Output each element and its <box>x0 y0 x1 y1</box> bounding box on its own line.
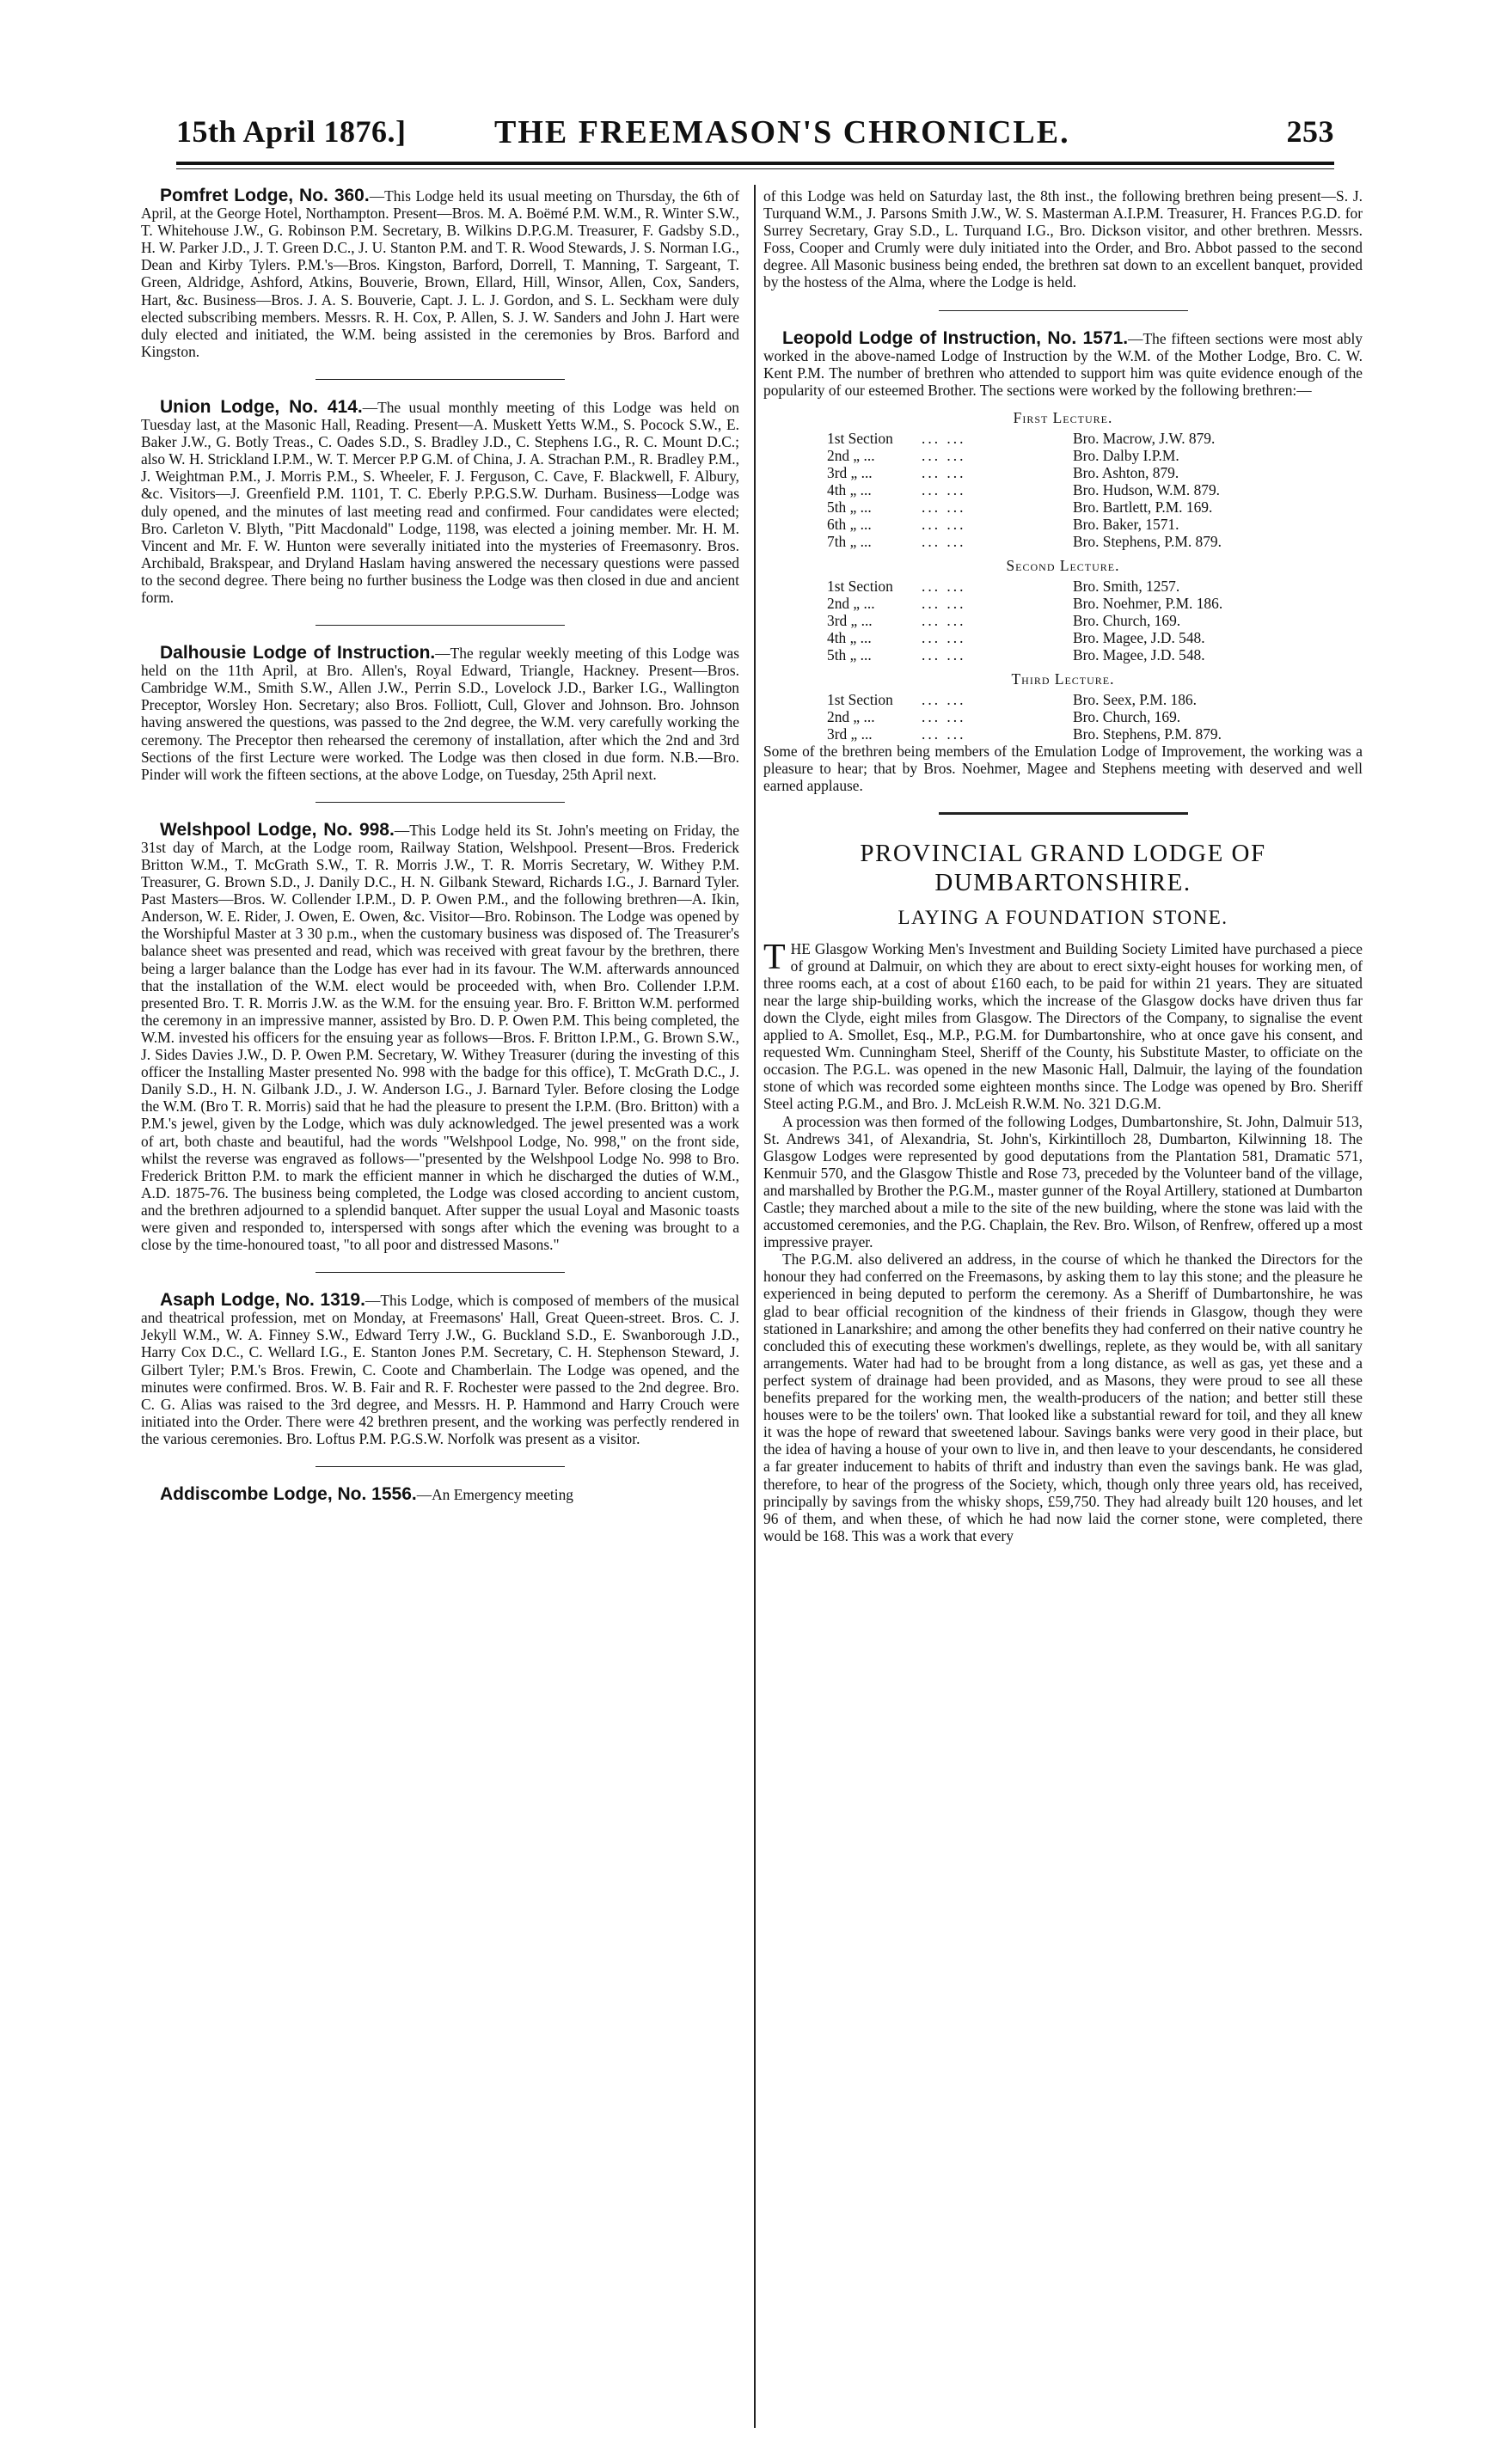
lecture-row <box>763 708 1363 725</box>
article-heading: Welshpool Lodge, No. 998. <box>160 819 395 840</box>
article-heading: Addiscombe Lodge, No. 1556. <box>160 1484 417 1504</box>
lecture-row <box>763 516 1363 533</box>
right-column <box>763 187 1363 1544</box>
brother-name: Bro. Noehmer, P.M. 186. <box>1073 595 1223 613</box>
section-divider <box>315 802 565 803</box>
section-label: 6th „ ... <box>827 516 872 534</box>
section-label: 1st Section <box>827 430 893 448</box>
article-heading: Leopold Lodge of Instruction, No. 1571. <box>782 327 1129 348</box>
leader-dots: ... ... <box>922 498 966 517</box>
article-body: —The fifteen sections were most ably worked in the above-named Lodge of Instruction by the W.M. of the Mother Lodge, Bro. C. W. Kent P.M. The number of brethren who attended to support him was quite evidence enough of the popularity of our esteemed Brother. The sections were worked by the following brethren:— <box>763 329 1363 399</box>
lecture-group <box>763 670 1363 743</box>
article-pomfret <box>141 187 739 360</box>
article-leopold <box>763 327 1363 399</box>
page-number: 253 <box>1286 114 1334 149</box>
brother-name: Bro. Magee, J.D. 548. <box>1073 629 1205 647</box>
lecture-row <box>763 629 1363 646</box>
section-label: 7th „ ... <box>827 533 872 551</box>
leader-dots: ... ... <box>922 533 966 551</box>
provincial-paragraph: The P.G.M. also delivered an address, in the course of which he thanked the Directors for the honour they had conferred on the Freemasons, by asking them to lay this stone; and the pleasure he experienced in being deputed to perform the ceremony. As a Sheriff of Dumbartonshire, he was glad to bear official recognition of the kindness of their friends in Glasgow, though they were stationed in Lanarkshire; and among the other benefits they had conferred on their native country he concluded this of executing these workmen's dwellings, replete, as they would be, with all sanitary arrangements. Water had had to be brought from a long distance, as well as gas, yet these and a perfect system of drainage had been provided, and as Masons, they were proud to see all these benefits prepared for the working men, the wealth-producers of the nation; and better still these houses were to be the toilers' own. That looked like a substantial reward for toil, and they all knew it was the hope of reward that sweetened labour. Savings banks were very good in their place, but the idea of having a house of your own to live in, and then leave to your descendants, he considered a far greater inducement to habits of thrift and industry than even the savings bank. He was glad, therefore, to hear of the progress of the Society, which, though only three years old, has received, principally by savings from the whisky shops, £59,750. They had already built 120 houses, and let 96 of them, and when these, of which he had now laid the corner stone, were completed, there would be 168. This was a work that every <box>763 1250 1363 1544</box>
brother-name: Bro. Church, 169. <box>1073 708 1181 726</box>
lecture-row <box>763 498 1363 516</box>
section-divider <box>315 379 565 380</box>
brother-name: Bro. Seex, P.M. 186. <box>1073 691 1197 709</box>
provincial-paragraph: A procession was then formed of the following Lodges, Dumbartonshire, St. John, Dalmuir 513, St. Andrews 341, of Alexandria, St. John's, Kirkintilloch 28, Dumbarton, Kilwinning 18. The Glasgow Lodges were represented by good deputations from the Plantation 581, Dramatic 571, Kenmuir 570, and the Glasgow Thistle and Rose 73, preceded by the Volunteer band of the village, and marshalled by Brother the P.G.M., master gunner of the Royal Artillery, stationed at Dumbarton Castle; they marched about a mile to the site of the new building, where the stone was laid with the accustomed ceremonies, and the P.G. Chaplain, the Rev. Bro. Wilson, of Renfrew, offered up a most impressive prayer. <box>763 1112 1363 1251</box>
leader-dots: ... ... <box>922 725 966 743</box>
lecture-group <box>763 409 1363 550</box>
brother-name: Bro. Stephens, P.M. 879. <box>1073 533 1222 551</box>
provincial-subtitle: LAYING A FOUNDATION STONE. <box>897 906 1228 928</box>
article-dalhousie <box>141 645 739 783</box>
article-body: —This Lodge held its usual meeting on Thursday, the 6th of April, at the George Hotel, Northampton. Present—Bros. M. A. Boëmé P.M. W.M., R. Winter S.W., T. Whitehouse J.W., G. Robinson P.M. Secretary, B. Wilkins D.P.G.M. Treasurer, F. Gadsby S.D., H. W. Parker J.D., J. T. Green D.C., J. U. Stanton P.M. and T. R. Wood Stewards, J. S. Norman I.G., Dean and Kirby Tylers. P.M.'s—Bros. Kingston, Barford, Dorrell, T. Manning, T. Sargeant, T. Green, Aldridge, Ashford, Atkins, Bouverie, Brown, Ellard, Hill, Winsor, Allen, Cox, Sanders, Hart, &c. Business—Bros. J. A. S. Bouverie, Capt. J. L. J. Gordon, and S. L. Seckham were duly elected subscribing members. Messrs. R. H. Cox, P. Allen, S. J. W. Sanders and John J. Hart were duly elected and initiated, the W.M. being assisted in the ceremonies by Bros. Barford and Kingston. <box>141 187 740 360</box>
lecture-row <box>763 447 1363 464</box>
section-divider <box>315 625 565 626</box>
lecture-title: First Lecture. <box>1013 408 1113 426</box>
lecture-table <box>763 409 1363 743</box>
section-label: 1st Section <box>827 578 893 596</box>
brother-name: Bro. Macrow, J.W. 879. <box>1073 430 1216 448</box>
brother-name: Bro. Baker, 1571. <box>1073 516 1179 534</box>
leader-dots: ... ... <box>922 464 966 482</box>
lecture-row <box>763 725 1363 743</box>
leader-dots: ... ... <box>922 516 966 534</box>
page-header <box>176 113 1334 165</box>
lecture-title: Third Lecture. <box>1011 670 1115 688</box>
leader-dots: ... ... <box>922 481 966 499</box>
article-heading: Asaph Lodge, No. 1319. <box>160 1290 365 1311</box>
lecture-group <box>763 557 1363 663</box>
brother-name: Bro. Ashton, 879. <box>1073 464 1179 482</box>
leader-dots: ... ... <box>922 430 966 448</box>
brother-name: Bro. Stephens, P.M. 879. <box>1073 725 1222 743</box>
leader-dots: ... ... <box>922 708 966 726</box>
lecture-row <box>763 481 1363 498</box>
section-label: 4th „ ... <box>827 629 872 647</box>
lecture-row <box>763 464 1363 481</box>
article-body: —The usual monthly meeting of this Lodge was held on Tuesday last, at the Masonic Hall, Reading. Present—A. Muskett Yetts W.M., S. Pocock S.W., E. Baker J.W., G. Botly Treas., C. Oades S.D., S. Bradley J.D., C. Stephens I.G., R. C. Mount D.C.; also W. H. Strickland I.P.M., W. T. Mercer P.P G.M. of China, J. A. Strachan P.M., R. Bradley P.M., J. Weightman P.M., J. Morris P.M., S. Wheeler, F. J. Ferguson, C. Cave, F. Blackwell, F. Albury, &c. Visitors—J. Greenfield P.M. 1101, T. C. Eberly P.P.G.S.W. Durham. Business—Lodge was duly opened, and the minutes of last meeting read and confirmed. Four candidates were elected; Bro. Carleton V. Blyth, "Pitt Macdonald" Lodge, 1198, was elected a joining member. Mr. H. M. Vincent and Mr. F. W. Hunton were severally initiated into the mysteries of Freemasonry. Bros. Archibald, Brakspear, and Dryland Haslam having answered the necessary questions were passed to the second degree. There being no further business the Lodge was then closed in due and ancient form. <box>141 398 739 606</box>
section-divider <box>315 1272 565 1273</box>
article-body: of this Lodge was held on Saturday last, the 8th inst., the following brethren being present—S. J. Turquand W.M., J. Parsons Smith J.W., W. S. Masterman A.I.P.M. Treasurer, H. Frances P.G.D. for Surrey Secretary, Gray S.D., L. Turquand I.G., Bro. Dickson visitor, and other brethren. Messrs. Foss, Cooper and Crumly were duly initiated into the Order, and Bro. Abbot passed to the second degree. All Masonic business being ended, the brethren sat down to an excellent banquet, provided by the hostess of the Alma, where the Lodge is held. <box>763 187 1363 291</box>
section-label: 2nd „ ... <box>827 447 875 465</box>
section-label: 5th „ ... <box>827 498 872 517</box>
provincial-paragraph <box>763 937 1363 1113</box>
leader-dots: ... ... <box>922 612 966 630</box>
lecture-row <box>763 646 1363 663</box>
leader-dots: ... ... <box>922 629 966 647</box>
provincial-title <box>763 839 1363 897</box>
brother-name: Bro. Hudson, W.M. 879. <box>1073 481 1221 499</box>
section-label: 3rd „ ... <box>827 725 873 743</box>
article-union <box>141 396 739 606</box>
title-line: DUMBARTONSHIRE. <box>934 868 1192 896</box>
leader-dots: ... ... <box>922 578 966 596</box>
header-rule <box>176 162 1334 165</box>
article-body: —This Lodge held its St. John's meeting on Friday, the 31st day of March, at the Lodge room, Railway Station, Welshpool. Present—Bros. Frederick Britton W.M., T. McGrath S.W., T. R. Morris J.W., T. R. Morris Secretary, W. Withey P.M. Treasurer, G. Brown S.D., J. Danily D.C., H. N. Gilbank Steward, Richards I.G., J. Barnard Tyler. Past Masters—Bros. W. Collender I.P.M., D. P. Owen P.M., and the following brethren—A. Ikin, Anderson, W. E. Rider, J. Owen, E. Owen, &c. Visitor—Bro. Robinson. The Lodge was opened by the Worshipful Master at 3 30 p.m., when the customary business was disposed of. The Treasurer's balance sheet was presented and read, which was received with great favour by the brethren, there being a larger balance than the Lodge has ever had in its favour. The W.M. afterwards announced that the installation of the W.M. elect would be proceeded with, when Bro. Collender I.P.M. presented Bro. T. R. Morris J.W. as the W.M. for the ensuing year. Bro. F. Britton W.M. performed the ceremony in an impressive manner, assisted by Bro. D. P. Owen P.M. This being completed, the W.M. invested his officers for the ensuing year as follows—Bros. F. Britton I.P.M., G. Brown S.W., J. Sides Davies J.W., D. P. Owen P.M. Secretary, W. Withey Treasurer (during the investing of this officer the Installing Master presented No. 998 with the badge for this office), T. McGrath D.C., J. Danily S.D., H. N. Gilbank J.D., J. W. Anderson I.G., J. Barnard Tyler. Before closing the Lodge the W.M. (Bro T. R. Morris) said that he had the pleasure to present the I.P.M. (Bro. Britton) with a P.M.'s jewel, given by the Lodge, which was duly acknowledged. The jewel presented was a work of art, both chaste and beautiful, had the words "Welshpool Lodge, No. 998," on the front side, whilst the reverse was engraved as follows—"presented by the Welshpool Lodge No. 998 to Bro. Frederick Britton P.M. to mark the efficient manner in which he discharged the duties of W.M., A.D. 1875-76. The business being completed, the Lodge was closed according to ancient custom, and the brethren adjourned to a splendid banquet. After supper the usual Loyal and Masonic toasts were given and responded to, interspersed with songs after which the evening was brought to a close by the time-honoured toast, "to all poor and distressed Masons." <box>141 821 739 1254</box>
article-heading: Union Lodge, No. 414. <box>160 396 363 417</box>
left-column <box>141 187 739 1513</box>
drop-cap: T <box>763 937 786 977</box>
lectures-note: Some of the brethren being members of the Emulation Lodge of Improvement, the working was a pleasure to hear; that by Bros. Noehmer, Magee and Stephens meeting with deserved and well earned applause. <box>763 743 1363 795</box>
brother-name: Bro. Magee, J.D. 548. <box>1073 646 1205 664</box>
article-heading: Dalhousie Lodge of Instruction. <box>160 643 436 663</box>
article-body: —An Emergency meeting <box>416 1486 573 1503</box>
brother-name: Bro. Smith, 1257. <box>1073 578 1180 596</box>
lecture-row <box>763 430 1363 447</box>
article-addiscombe <box>141 1486 739 1503</box>
header-rule-thin <box>176 168 1334 169</box>
leader-dots: ... ... <box>922 595 966 613</box>
lecture-row <box>763 691 1363 708</box>
leader-dots: ... ... <box>922 447 966 465</box>
section-label: 5th „ ... <box>827 646 872 664</box>
lecture-title: Second Lecture. <box>1006 557 1120 575</box>
section-label: 3rd „ ... <box>827 464 873 482</box>
brother-name: Bro. Bartlett, P.M. 169. <box>1073 498 1213 517</box>
paragraph-text: HE Glasgow Working Men's Investment and Building Society Limited have purchased a piece of ground at Dalmuir, on which they are about to erect sixty-eight houses for working men, of three rooms each, at a cost of about £160 each, to be paid for within 21 years. They are situated near the large ship-building works, which the increase of the Glasgow docks have driven thus far down the Clyde, eight miles from Glasgow. The Directors of the Company, to signalise the event applied to A. Smollet, Esq., M.P., P.G.M. for Dumbartonshire, who at once gave his consent, and requested Wm. Cunningham Steel, Sheriff of the County, his Substitute Master, to officiate on the occasion. The P.G.L. was opened in the new Masonic Hall, Dalmuir, the laying of the foundation stone of which was recorded some eighteen months since. The Lodge was opened by Bro. Sheriff Steel acting P.G.M., and Bro. J. McLeish R.W.M. No. 321 D.G.M. <box>763 939 1363 1113</box>
column-divider <box>754 185 756 2428</box>
leader-dots: ... ... <box>922 691 966 709</box>
article-body: —This Lodge, which is composed of members of the musical and theatrical profession, met on Monday, at Freemasons' Hall, Great Queen-street. Bros. C. J. Jekyll W.M., W. A. Finney S.W., Edward Terry J.W., G. Buckland S.D., E. Swanborough J.D., Harry Cox D.C., C. Wellard I.G., E. Stanton Jones P.M. Secretary, C. H. Stephenson Steward, J. Gilbert Tyler; P.M.'s Bros. Frewin, C. Coote and Chamberlain. The Lodge was opened, and the minutes were confirmed. Bros. W. B. Fair and R. F. Rochester were passed to the 2nd degree. Bro. C. G. Alias was raised to the 3rd degree, and Messrs. H. P. Hammond and Harry Crouch were initiated into the Order. There were 42 brethren present, and the working was perfectly rendered in the various ceremonies. Bro. Loftus P.M. P.G.S.W. Norfolk was present as a visitor. <box>141 1292 739 1447</box>
brother-name: Bro. Church, 169. <box>1073 612 1181 630</box>
section-label: 4th „ ... <box>827 481 872 499</box>
article-body: —The regular weekly meeting of this Lodge was held on the 11th April, at Bro. Allen's, Royal Edward, Triangle, Hackney. Present—Bros. Cambridge W.M., Smith S.W., Allen J.W., Perrin S.D., Lovelock J.D., Barker I.G., Wallington Preceptor, Worsley Hon. Secretary; also Bros. Folliott, Cull, Glover and Johnson. Bro. Johnson having answered the questions, was passed to the 2nd degree, the W.M. very carefully working the ceremony. The Preceptor then rehearsed the ceremony of installation, after which the 2nd and 3rd Sections of the first Lecture were worked. The Lodge was then closed in due form. N.B.—Bro. Pinder will work the fifteen sections, at the above Lodge, on Tuesday, 25th April next. <box>141 645 740 783</box>
lecture-row <box>763 612 1363 629</box>
masthead-title: THE FREEMASON'S CHRONICLE. <box>494 114 1070 150</box>
article-heading: Pomfret Lodge, No. 360. <box>160 186 370 205</box>
section-label: 3rd „ ... <box>827 612 873 630</box>
leader-dots: ... ... <box>922 646 966 664</box>
issue-date: 15th April 1876.] <box>176 114 407 149</box>
lecture-row <box>763 533 1363 550</box>
article-welshpool <box>141 819 739 1254</box>
section-divider <box>939 812 1188 815</box>
section-divider <box>939 310 1188 311</box>
lecture-row <box>763 578 1363 595</box>
section-divider <box>315 1466 565 1467</box>
article-addiscombe-continued <box>763 187 1363 291</box>
section-label: 1st Section <box>827 691 893 709</box>
section-label: 2nd „ ... <box>827 595 875 613</box>
article-asaph <box>141 1292 739 1447</box>
title-line: PROVINCIAL GRAND LODGE OF <box>860 839 1266 867</box>
section-label: 2nd „ ... <box>827 708 875 726</box>
lecture-row <box>763 595 1363 612</box>
brother-name: Bro. Dalby I.P.M. <box>1073 447 1179 465</box>
